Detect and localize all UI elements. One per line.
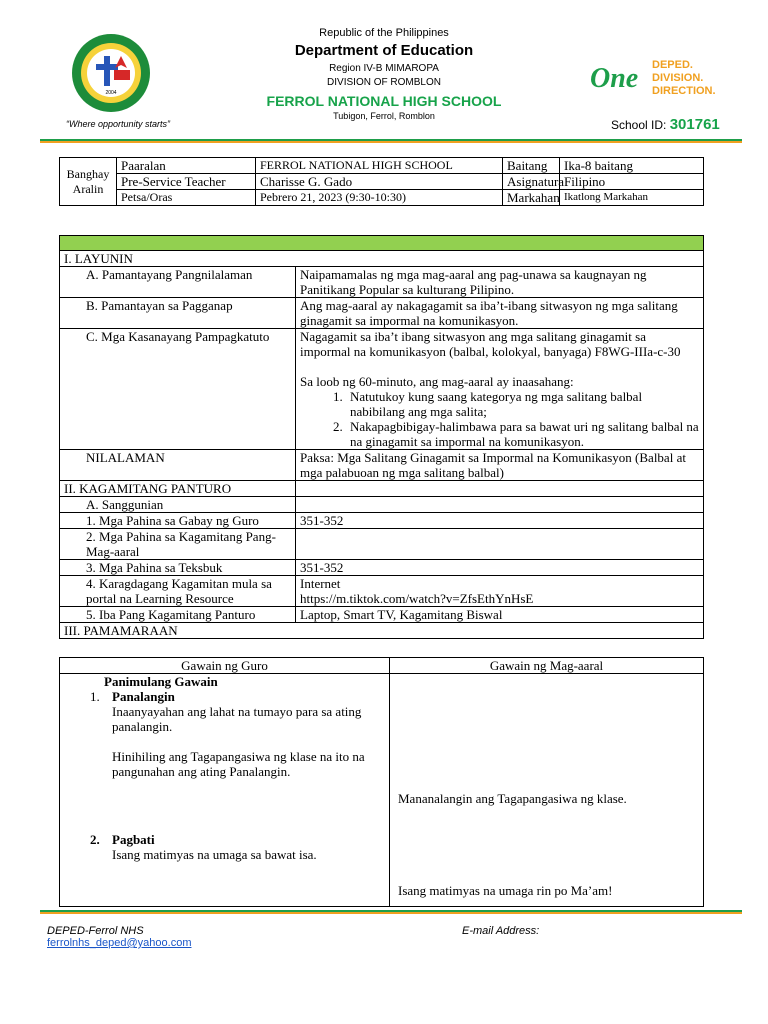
lesson-plan-table: [59, 235, 704, 639]
label-sanggunian: A. Sanggunian: [60, 497, 296, 513]
label-iba-pang-kagamitan: 5. Iba Pang Kagamitang Panturo: [60, 607, 296, 623]
info-label-baitang: Baitang: [503, 158, 560, 174]
school-address: Tubigon, Ferrol, Romblon: [333, 111, 435, 121]
footer-email-label: E-mail Address:: [462, 925, 540, 937]
value-iba-pang-kagamitan: Laptop, Smart TV, Kagamitang Biswal: [296, 607, 704, 623]
resource-internet: Internet: [300, 576, 341, 591]
info-value-petsa: Pebrero 21, 2023 (9:30-10:30): [256, 190, 503, 206]
logo-line-1: DEPED.: [652, 59, 693, 71]
section-kagamitan: II. KAGAMITANG PANTURO: [60, 481, 296, 497]
info-label-paaralan: Paaralan: [117, 158, 256, 174]
value-pamantayang-pangnilalaman: Naipamamalas ng mga mag-aaral ang pag-unawa sa kaugnayan ng Panitikang Popular sa kulturang Pilipino.: [296, 267, 704, 298]
student-activities-cell: [390, 674, 704, 907]
label-learning-resource: 4. Karagdagang Kagamitan mula sa portal na Learning Resource: [60, 576, 296, 607]
value-gabay-guro: 351-352: [296, 513, 704, 529]
footer-divider-stripe: [40, 910, 742, 914]
banghay-aralin-label: Banghay Aralin: [60, 158, 117, 206]
school-motto: “Where opportunity starts”: [66, 119, 171, 129]
info-label-asignatura: Asignatura: [503, 174, 560, 190]
label-kasanayang-pampagkatuto: C. Mga Kasanayang Pampagkatuto: [60, 329, 296, 450]
lesson-info-table: [59, 157, 704, 206]
label-nilalaman: NILALAMAN: [60, 450, 296, 481]
student-response-pagbati: Isang matimyas na umaga rin po Ma’am!: [398, 883, 613, 898]
panimulang-gawain-title: Panimulang Gawain: [104, 674, 218, 689]
school-id-value: 301761: [669, 116, 720, 133]
footer-school: DEPED-Ferrol NHS: [47, 925, 144, 937]
panalangin-text-2: Hinihiling ang Tagapangasiwa ng klase na ito na pangunahan ang ating Panalangin.: [112, 749, 365, 779]
info-label-teacher: Pre-Service Teacher: [117, 174, 256, 190]
logo-one-text: One: [590, 63, 639, 94]
info-value-teacher: Charisse G. Gado: [256, 174, 503, 190]
school-id-label: School ID:: [611, 118, 667, 132]
footer-email-link[interactable]: ferrolnhs_deped@yahoo.com: [47, 937, 192, 949]
resource-link[interactable]: https://m.tiktok.com/watch?v=ZfsEthYnHsE: [300, 591, 534, 606]
value-learning-resource: [296, 576, 704, 607]
school-name: FERROL NATIONAL HIGH SCHOOL: [266, 93, 502, 109]
pagbati-text: Isang matimyas na umaga sa bawat isa.: [112, 847, 317, 862]
student-response-panalangin: Mananalangin ang Tagapangasiwa ng klase.: [398, 791, 627, 806]
label-teksbuk: 3. Mga Pahina sa Teksbuk: [60, 560, 296, 576]
pagbati-title: Pagbati: [112, 832, 155, 847]
panalangin-text-1: Inaanyayahan ang lahat na tumayo para sa ating panalangin.: [112, 704, 362, 734]
footer-left: [47, 925, 191, 949]
division-line: DIVISION OF ROMBLON: [327, 77, 441, 88]
green-header-bar: [60, 236, 704, 251]
label-pamantayan-pagganap: B. Pamantayan sa Pagganap: [60, 298, 296, 329]
logo-line-2: DIVISION.: [652, 72, 704, 84]
info-label-markahan: Markahan: [503, 190, 560, 206]
info-label-petsa: Petsa/Oras: [117, 190, 256, 206]
item-number: 2.: [90, 832, 100, 847]
school-id: [611, 116, 720, 133]
value-kasanayang-pampagkatuto: [296, 329, 704, 450]
info-value-markahan: Ikatlong Markahan: [560, 190, 704, 206]
section-layunin: I. LAYUNIN: [60, 251, 704, 267]
item-number: 1.: [90, 689, 100, 704]
teacher-activities-cell: [60, 674, 390, 907]
one-deped-logo: [590, 55, 730, 103]
value-pamantayan-pagganap: Ang mag-aaral ay nakagagamit sa iba’t-ibang sitwasyon ng mga salitang ginagamit sa impormal na komunikasyon.: [296, 298, 704, 329]
info-value-baitang: Ika-8 baitang: [560, 158, 704, 174]
competency-text: Nagagamit sa iba’t ibang sitwasyon ang mga salitang ginagamit sa impormal na komunikasyon (balbal, kolokyal, banyaga) F8WG-IIIa-c-30: [300, 329, 681, 359]
header-divider-stripe: [40, 139, 742, 143]
value-kagamitang-mag-aaral: [296, 529, 704, 560]
label-kagamitang-mag-aaral: 2. Mga Pahina sa Kagamitang Pang-Mag-aaral: [60, 529, 296, 560]
section-pamamaraan: III. PAMAMARAAN: [60, 623, 704, 639]
republic-line: Republic of the Philippines: [319, 27, 449, 39]
value-teksbuk: 351-352: [296, 560, 704, 576]
label-pamantayang-pangnilalaman: A. Pamantayang Pangnilalaman: [60, 267, 296, 298]
department-title: Department of Education: [294, 42, 474, 59]
info-value-paaralan: FERROL NATIONAL HIGH SCHOOL: [256, 158, 503, 174]
seal-year-text: 2004: [105, 90, 117, 96]
value-nilalaman: Paksa: Mga Salitang Ginagamit sa Impormal na Komunikasyon (Balbal at mga palabuoan ng mga salitang balbal): [296, 450, 704, 481]
activities-table: [59, 657, 704, 907]
objective-item: 2. Nakapagbibigay-halimbawa para sa bawat uri ng salitang balbal na na ginagamit sa impormal na komunikasyon.: [346, 419, 699, 449]
objective-item: 1. Natutukoy kung saang kategorya ng mga salitang balbal nabibilang ang mga salita;: [346, 389, 699, 419]
info-value-asignatura: Filipino: [560, 174, 704, 190]
header-gawain-mag-aaral: Gawain ng Mag-aaral: [390, 658, 704, 674]
objectives-intro: Sa loob ng 60-minuto, ang mag-aaral ay inaasahang:: [300, 374, 574, 389]
label-gabay-guro: 1. Mga Pahina sa Gabay ng Guro: [60, 513, 296, 529]
logo-line-3: DIRECTION.: [652, 85, 716, 97]
header-gawain-guro: Gawain ng Guro: [60, 658, 390, 674]
objectives-list: [300, 389, 699, 449]
panalangin-title: Panalangin: [112, 689, 175, 704]
region-line: Region IV-B MIMAROPA: [329, 63, 439, 74]
